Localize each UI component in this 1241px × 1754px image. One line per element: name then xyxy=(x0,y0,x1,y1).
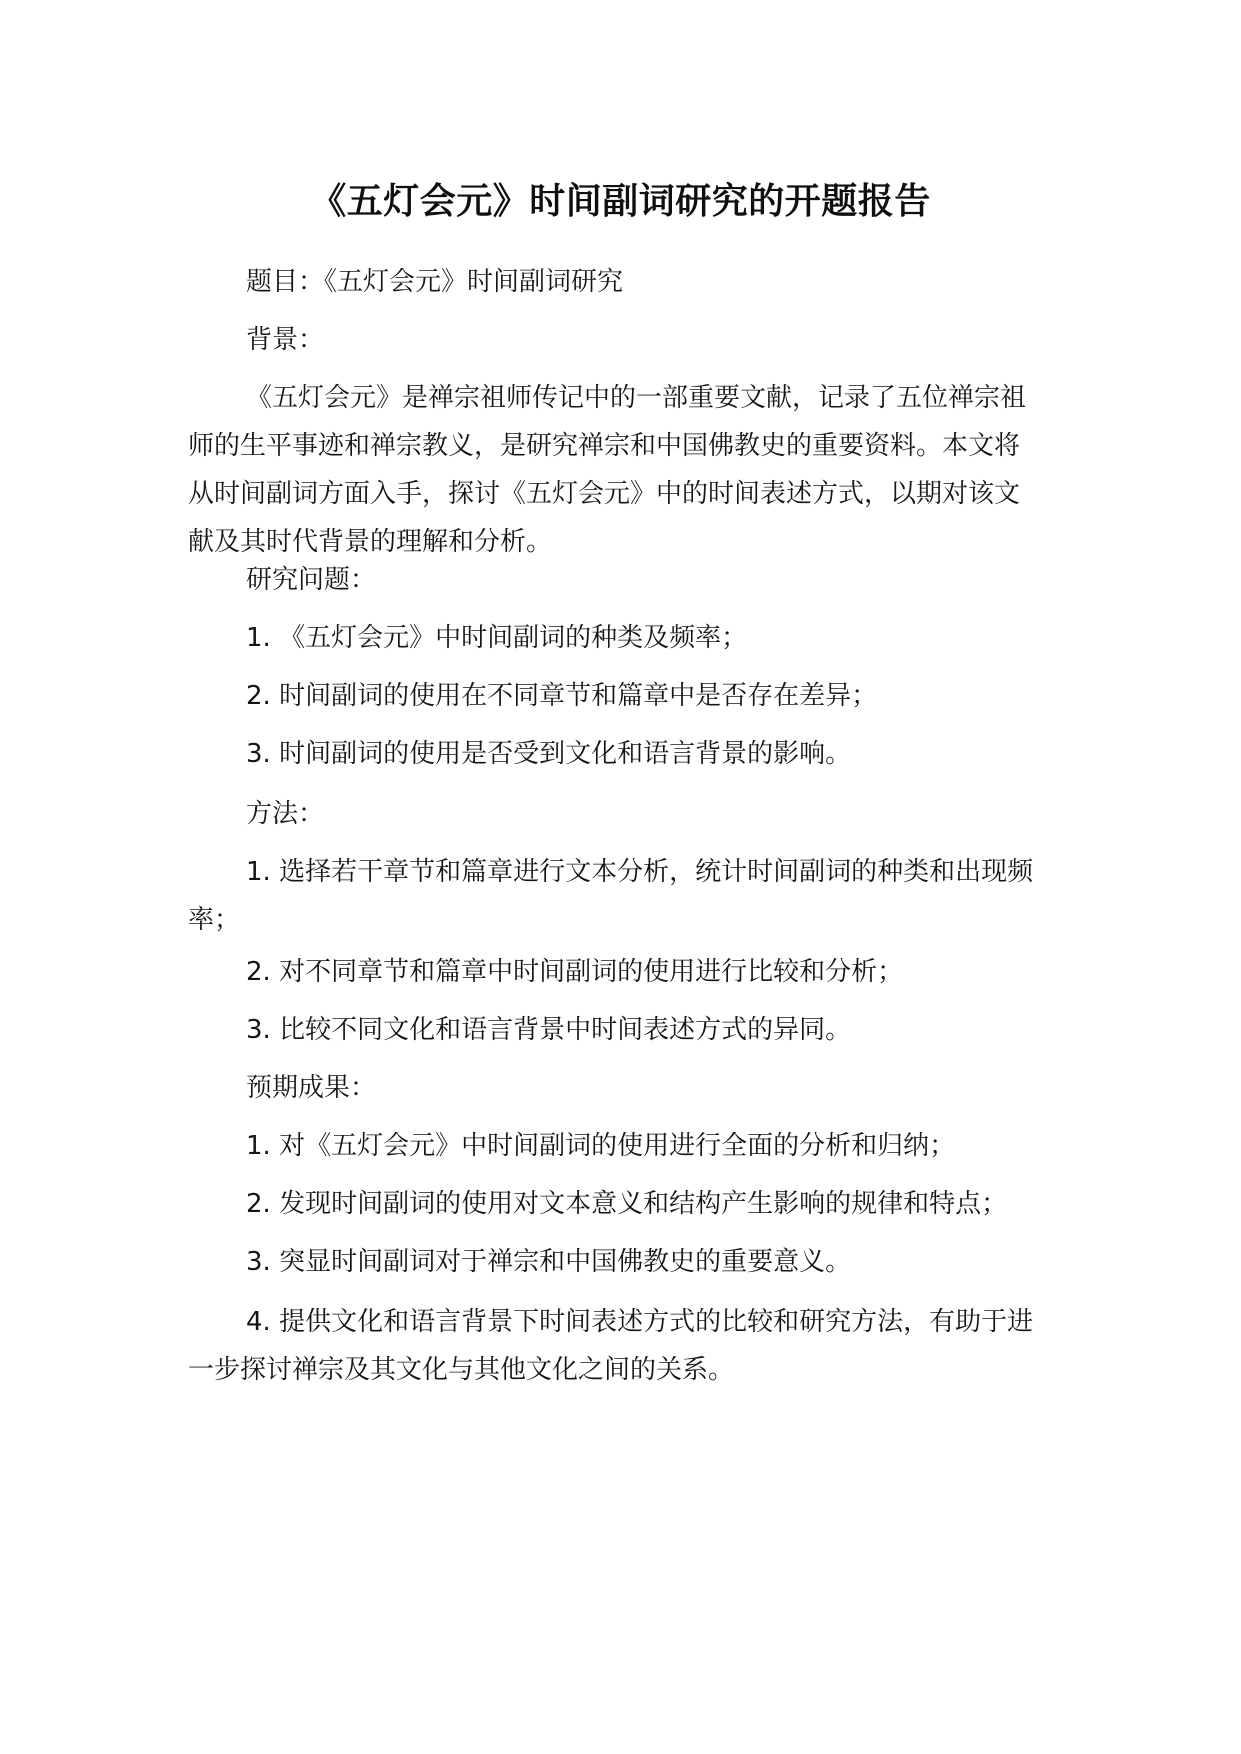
questions-heading: 研究问题： xyxy=(246,565,377,595)
outcome-item: 2. 发现时间副词的使用对文本意义和结构产生影响的规律和特点； xyxy=(246,1189,1008,1219)
outcomes-heading: 预期成果： xyxy=(246,1073,377,1103)
method-item: 3. 比较不同文化和语言背景中时间表述方式的异同。 xyxy=(246,1015,852,1045)
question-item: 2. 时间副词的使用在不同章节和篇章中是否存在差异； xyxy=(246,681,878,711)
topic-line: 题目：《五灯会元》时间副词研究 xyxy=(246,267,624,297)
document-title: 《五灯会元》时间副词研究的开题报告 xyxy=(310,181,931,222)
method-item: 1. 选择若干章节和篇章进行文本分析，统计时间副词的种类和出现频率； xyxy=(188,857,1034,935)
methods-heading: 方法： xyxy=(246,799,325,829)
outcome-item: 3. 突显时间副词对于禅宗和中国佛教史的重要意义。 xyxy=(246,1247,852,1277)
outcome-item: 4. 提供文化和语言背景下时间表述方式的比较和研究方法，有助于进一步探讨禅宗及其文化与其他文化之间的关系。 xyxy=(188,1307,1034,1385)
question-item: 3. 时间副词的使用是否受到文化和语言背景的影响。 xyxy=(246,739,852,769)
method-item: 2. 对不同章节和篇章中时间副词的使用进行比较和分析； xyxy=(246,957,904,987)
background-heading: 背景： xyxy=(246,325,325,355)
question-item: 1. 《五灯会元》中时间副词的种类及频率； xyxy=(246,623,748,653)
background-paragraph: 《五灯会元》是禅宗祖师传记中的一部重要文献，记录了五位禅宗祖师的生平事迹和禅宗教义，是研究禅宗和中国佛教史的重要资料。本文将从时间副词方面入手，探讨《五灯会元》中的时间表述方式，以期对该文献及其时代背景的理解和分析。 xyxy=(188,383,1027,557)
outcome-item: 1. 对《五灯会元》中时间副词的使用进行全面的分析和归纳； xyxy=(246,1131,956,1161)
